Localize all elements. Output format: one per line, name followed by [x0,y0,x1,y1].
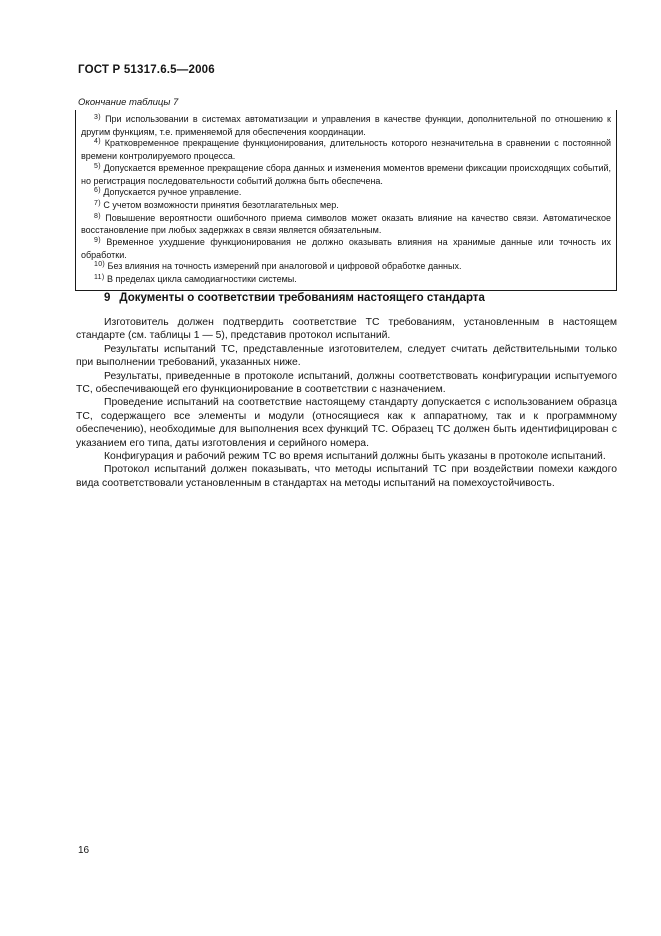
footnote-text: При использовании в системах автоматизации и управления в качестве функции, дополнительной по отношению к другим функциям, т.е. применяемой для обеспечения координации. [81,114,611,137]
table-footnote [81,237,611,261]
table-footnotes-box [75,110,617,291]
section-heading [104,292,604,304]
table-footnote [81,187,611,200]
footnote-marker: 8) [94,212,101,220]
footnote-marker: 3) [94,114,101,121]
body-paragraph: Результаты испытаний ТС, представленные изготовителем, следует считать действительными только при выполнении требований, указанных ниже. [76,343,617,369]
section-body [76,316,617,490]
body-paragraph: Протокол испытаний должен показывать, что методы испытаний ТС при воздействии помехи каждого вида соответствовали установленным в стандартах на методы испытаний на помехоустойчивость. [76,464,617,489]
footnote-text: Допускается временное прекращение сбора данных и изменения моментов времени фиксации происходящих событий, но регистрация последовательности событий должна быть обеспечена. [81,162,611,186]
footnote-text: Без влияния на точность измерений при аналоговой и цифровой обработке данных. [105,261,462,272]
footnote-text: Кратковременное прекращение функционирования, длительность которого незначительна в сравнении с постоянной времени контролируемого процесса. [81,138,611,162]
body-paragraph: Изготовитель должен подтвердить соответствие ТС требованиям, установленным в настоящем стандарте (см. таблицы 1 — 5), представив протокол испытаний. [76,317,617,342]
table-footnote [81,114,611,138]
footnote-text: Повышение вероятности ошибочного приема символов может оказать влияние на качество связи. Автоматическое восстановление при любых задержках в связи является обязательным. [81,212,611,236]
table-footnote [81,261,611,274]
body-paragraph: Результаты, приведенные в протоколе испытаний, должны соответствовать конфигурации испытуемого ТС, обеспечивающей его функционирование в соответствии с назначением. [76,370,617,396]
footnote-marker: 10) [94,261,106,269]
footnote-marker: 4) [94,138,101,146]
footnote-marker: 5) [94,162,101,170]
footnote-text: В пределах цикла самодиагностики системы. [104,274,297,285]
table-footnote [81,213,611,237]
table-continuation-caption: Окончание таблицы 7 [78,97,179,108]
body-paragraph: Проведение испытаний на соответствие настоящему стандарту допускается с использованием образца ТС, содержащего все элементы и модули (относящиеся как к аппаратному, так и к программному обеспечению), необходимые для выполнения всех функций ТС. Образец ТС должен быть идентифицирован с указанием его типа, даты изготовления и серийного номера. [76,397,617,449]
footnote-marker: 7) [94,199,101,207]
section-title: Документы о соответствии требованиям настоящего стандарта [119,292,485,304]
footnote-text: Допускается ручное управление. [100,187,242,198]
footnote-marker: 11) [94,274,105,282]
table-footnote [81,200,611,213]
page-number: 16 [78,845,90,856]
document-header: ГОСТ Р 51317.6.5—2006 [78,64,215,76]
footnote-text: Временное ухудшение функционирования не должно оказывать влияния на хранимые данные или точность их обработки. [81,237,611,260]
section-number: 9 [104,292,111,304]
footnote-marker: 6) [94,187,101,195]
table-footnote [81,274,611,287]
table-footnote [81,138,611,162]
table-footnote [81,163,611,187]
footnote-marker: 9) [94,237,101,245]
body-paragraph: Конфигурация и рабочий режим ТС во время испытаний должны быть указаны в протоколе испытаний. [104,451,606,463]
footnote-text: С учетом возможности принятия безотлагательных мер. [100,199,339,210]
